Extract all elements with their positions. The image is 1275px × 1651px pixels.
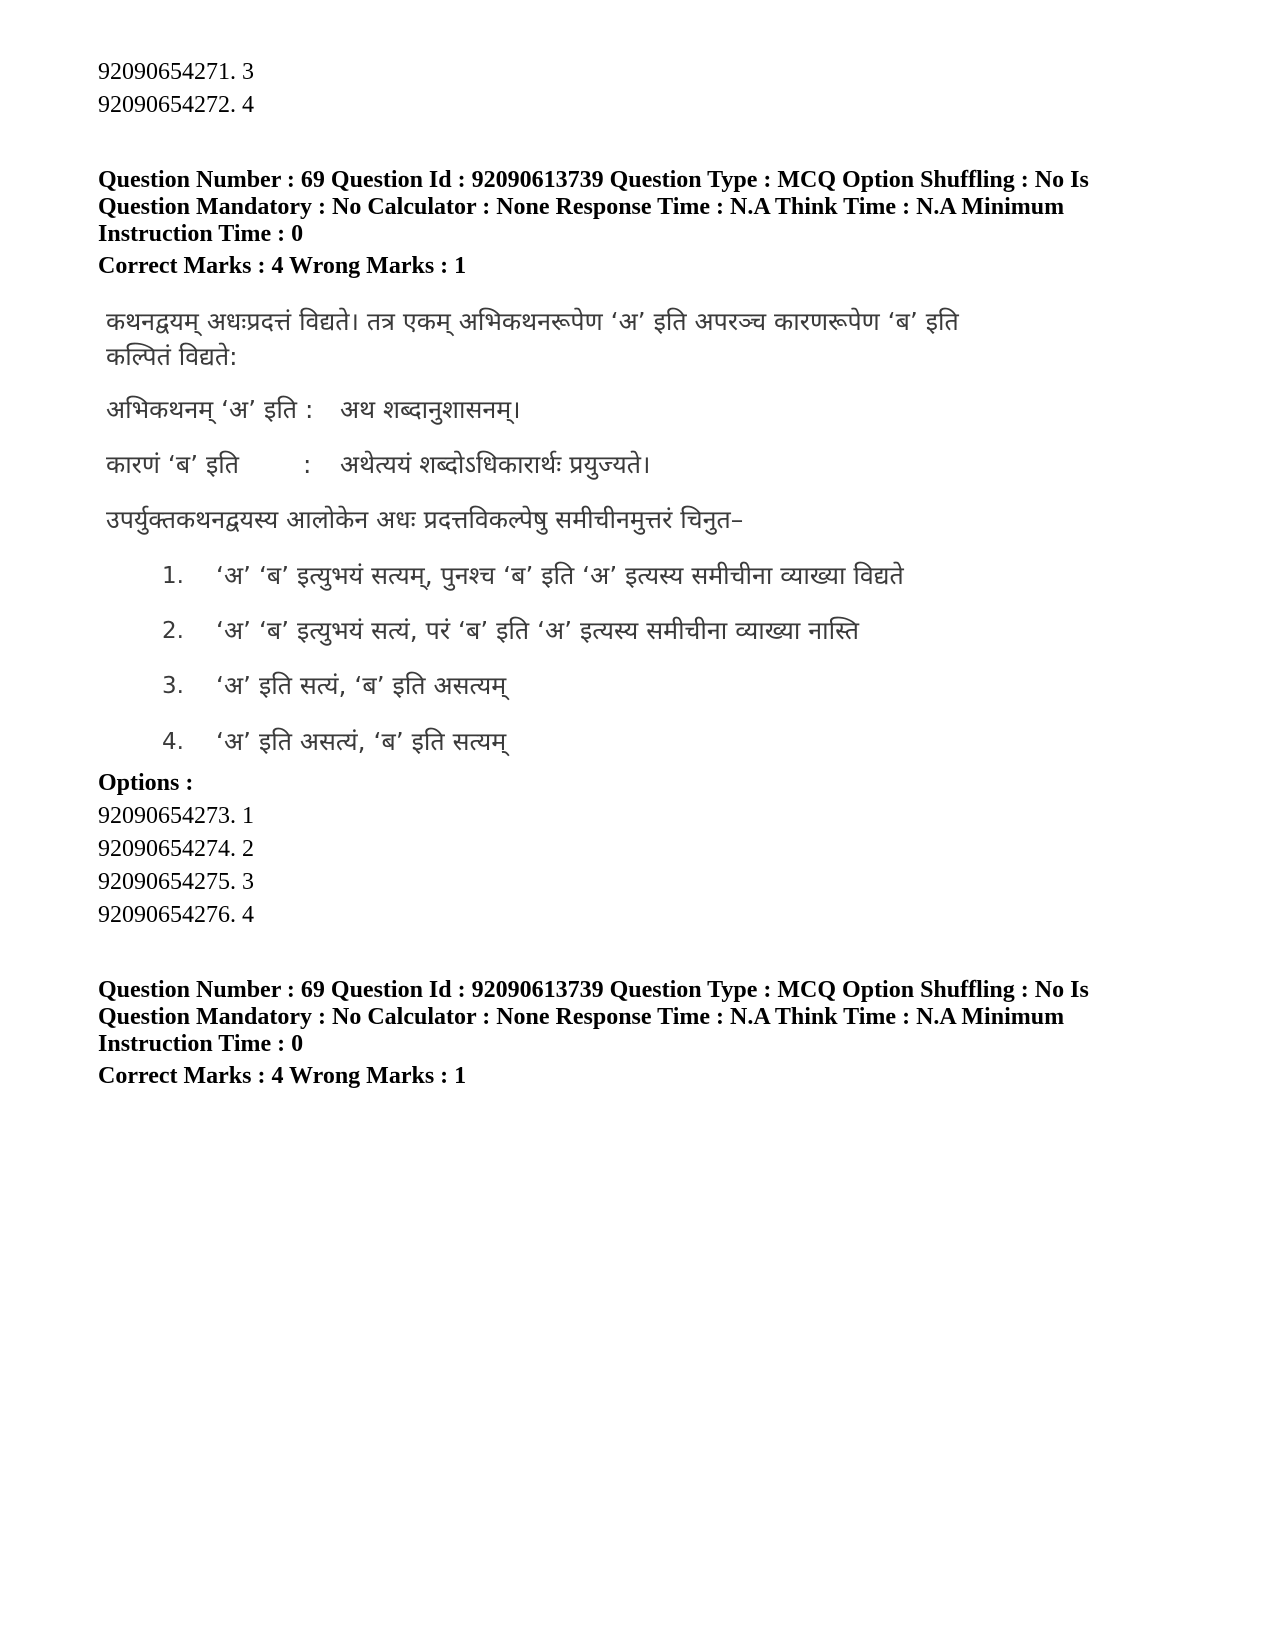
previous-option-1: 92090654271. 3 <box>98 59 254 85</box>
question-intro-line-2: कल्पितं विद्यते: <box>106 342 238 371</box>
choice-number-3: 3. <box>162 673 184 699</box>
option-id: 92090654275 <box>98 869 230 895</box>
choice-text-2: ‘अ’ ‘ब’ इत्युभयं सत्यं, परं ‘ब’ इति ‘अ’ इत्यस्य समीचीना व्याख्या नास्ति <box>216 616 860 645</box>
question-intro-line-1: कथनद्वयम् अधःप्रदत्तं विद्यते। तत्र एकम् अभिकथनरूपेण ‘अ’ इति अपरञ्च कारणरूपेण ‘ब’ इति <box>106 307 959 336</box>
question-marks-line: Correct Marks : 4 Wrong Marks : 1 <box>98 1063 467 1089</box>
choice-number-1: 1. <box>162 563 184 589</box>
choice-number-4: 4. <box>162 729 184 755</box>
assertion-text: अथ शब्दानुशासनम्। <box>340 395 521 424</box>
previous-option-2: 92090654272. 4 <box>98 92 254 118</box>
question-instruction: उपर्युक्तकथनद्वयस्य आलोकेन अधः प्रदत्तविकल्पेषु समीचीनमुत्तरं चिनुत– <box>106 505 744 534</box>
option-value: 1 <box>242 803 254 829</box>
option-id: 92090654276 <box>98 902 230 928</box>
assertion-label: अभिकथनम् ‘अ’ इति : <box>106 395 314 424</box>
choice-number-2: 2. <box>162 618 184 644</box>
choice-text-3: ‘अ’ इति सत्यं, ‘ब’ इति असत्यम् <box>216 671 507 700</box>
question-header-line-3: Instruction Time : 0 <box>98 221 304 247</box>
option-id: 92090654274 <box>98 836 230 862</box>
question-header-line-2: Question Mandatory : No Calculator : None Response Time : N.A Think Time : N.A Minimum <box>98 1004 1065 1030</box>
option-value: 2 <box>242 836 254 862</box>
option-value: 3 <box>242 59 254 85</box>
reason-label: कारणं ‘ब’ इति <box>106 450 240 479</box>
option-2: 92090654274. 2 <box>98 836 254 862</box>
question-header-line-1: Question Number : 69 Question Id : 92090613739 Question Type : MCQ Option Shuffling : No Is <box>98 167 1089 193</box>
question-marks-line: Correct Marks : 4 Wrong Marks : 1 <box>98 253 467 279</box>
question-header-line-3: Instruction Time : 0 <box>98 1031 304 1057</box>
option-id: 92090654273 <box>98 803 230 829</box>
options-label: Options : <box>98 770 194 796</box>
option-value: 4 <box>242 902 254 928</box>
option-3: 92090654275. 3 <box>98 869 254 895</box>
option-value: 4 <box>242 92 254 118</box>
option-4: 92090654276. 4 <box>98 902 254 928</box>
reason-text: अथेत्ययं शब्दोऽधिकारार्थः प्रयुज्यते। <box>340 450 651 479</box>
option-id: 92090654272 <box>98 92 230 118</box>
question-content <box>98 305 998 795</box>
choice-text-4: ‘अ’ इति असत्यं, ‘ब’ इति सत्यम् <box>216 727 507 756</box>
question-header-line-1: Question Number : 69 Question Id : 92090613739 Question Type : MCQ Option Shuffling : No Is <box>98 977 1089 1003</box>
reason-colon: : <box>303 450 312 479</box>
choice-text-1: ‘अ’ ‘ब’ इत्युभयं सत्यम्, पुनश्च ‘ब’ इति ‘अ’ इत्यस्य समीचीना व्याख्या विद्यते <box>216 561 904 590</box>
question-header-line-2: Question Mandatory : No Calculator : None Response Time : N.A Think Time : N.A Minimum <box>98 194 1065 220</box>
option-id: 92090654271 <box>98 59 230 85</box>
option-1: 92090654273. 1 <box>98 803 254 829</box>
option-value: 3 <box>242 869 254 895</box>
